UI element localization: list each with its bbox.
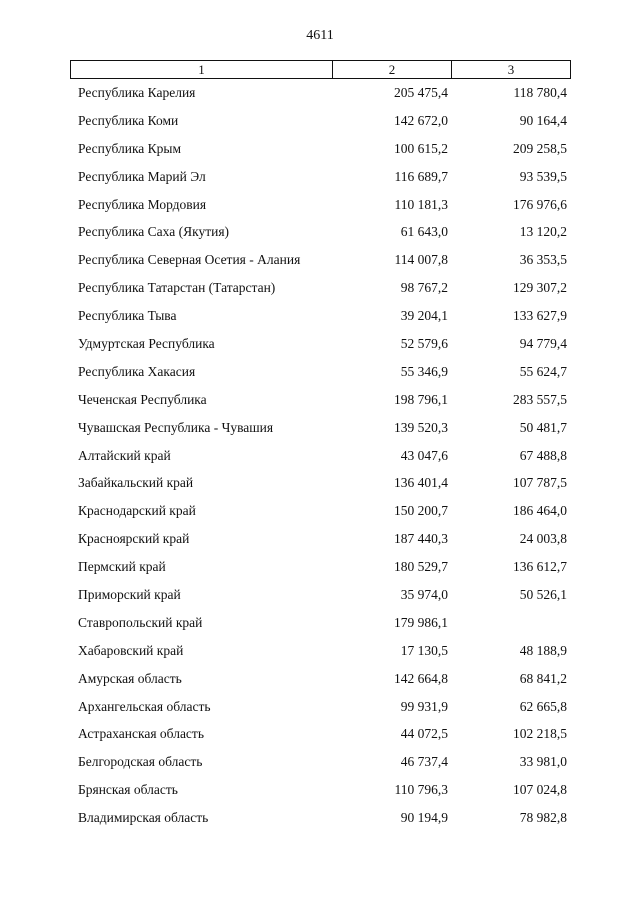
- value-col-3: 55 624,7: [519, 363, 567, 379]
- value-col-3: 48 188,9: [519, 642, 567, 658]
- table-row: [0, 220, 640, 248]
- column-header-row: [71, 61, 571, 79]
- region-name: Республика Саха (Якутия): [78, 224, 230, 240]
- table-row: [0, 137, 640, 165]
- table-row: [0, 193, 640, 221]
- region-name: Республика Хакасия: [78, 363, 196, 379]
- value-col-3: 33 981,0: [519, 754, 567, 770]
- value-col-2: 100 615,2: [394, 140, 448, 156]
- region-name: Республика Татарстан (Татарстан): [78, 280, 276, 296]
- table-row: [0, 639, 640, 667]
- table-row: [0, 360, 640, 388]
- table-row: [0, 471, 640, 499]
- table-row: [0, 695, 640, 723]
- region-name: Брянская область: [78, 782, 178, 798]
- value-col-2: 39 204,1: [400, 308, 448, 324]
- region-name: Краснодарский край: [78, 503, 196, 519]
- value-col-2: 98 767,2: [400, 280, 448, 296]
- table-row: [0, 81, 640, 109]
- value-col-2: 99 931,9: [400, 698, 448, 714]
- value-col-2: 61 643,0: [400, 224, 448, 240]
- table-row: [0, 248, 640, 276]
- value-col-3: 133 627,9: [513, 308, 567, 324]
- value-col-3: 136 612,7: [513, 559, 567, 575]
- value-col-3: 78 982,8: [519, 810, 567, 826]
- region-name: Чеченская Республика: [78, 391, 207, 407]
- table-row: [0, 416, 640, 444]
- value-col-2: 142 672,0: [394, 112, 448, 128]
- page-number: 4611: [306, 28, 334, 43]
- region-name: Республика Тыва: [78, 308, 177, 324]
- region-name: Республика Коми: [78, 112, 179, 128]
- value-col-3: 90 164,4: [519, 112, 567, 128]
- value-col-3: 93 539,5: [519, 168, 567, 184]
- region-name: Хабаровский край: [78, 642, 184, 658]
- table-body: [0, 81, 640, 834]
- region-name: Владимирская область: [78, 810, 209, 826]
- region-name: Республика Северная Осетия - Алания: [78, 252, 301, 268]
- table-row: [0, 555, 640, 583]
- value-col-3: 36 353,5: [519, 252, 567, 268]
- value-col-2: 17 130,5: [400, 642, 448, 658]
- value-col-2: 55 346,9: [400, 363, 448, 379]
- table-row: [0, 750, 640, 778]
- value-col-2: 205 475,4: [394, 85, 448, 100]
- value-col-3: 176 976,6: [513, 196, 567, 212]
- table-row: [0, 806, 640, 834]
- value-col-2: 110 181,3: [394, 196, 448, 212]
- table-row: [0, 722, 640, 750]
- table-row: [0, 444, 640, 472]
- value-col-2: 139 520,3: [394, 419, 448, 435]
- region-name: Белгородская область: [78, 754, 203, 770]
- region-name: Чувашская Республика - Чувашия: [78, 419, 274, 435]
- value-col-3: 50 481,7: [519, 419, 567, 435]
- table-row: [0, 583, 640, 611]
- value-col-3: 129 307,2: [513, 280, 567, 296]
- region-name: Архангельская область: [78, 698, 211, 714]
- value-col-3: 68 841,2: [519, 670, 567, 686]
- table-row: [0, 276, 640, 304]
- table-row: [0, 332, 640, 360]
- value-col-3: 107 024,8: [513, 782, 567, 798]
- value-col-3: 94 779,4: [519, 336, 567, 352]
- table-row: [0, 499, 640, 527]
- region-name: Пермский край: [78, 559, 166, 575]
- table-row: [0, 304, 640, 332]
- table-row: [0, 165, 640, 193]
- table-row: [0, 527, 640, 555]
- region-name: Удмуртская Республика: [78, 336, 215, 352]
- value-col-3: 283 557,5: [513, 391, 567, 407]
- value-col-2: 180 529,7: [394, 559, 448, 575]
- value-col-2: 114 007,8: [394, 252, 448, 268]
- value-col-3: 186 464,0: [513, 503, 567, 519]
- value-col-2: 136 401,4: [394, 475, 448, 491]
- region-name: Ставропольский край: [78, 614, 203, 630]
- table-row: [0, 667, 640, 695]
- value-col-2: 90 194,9: [400, 810, 448, 826]
- column-header-3: 3: [452, 61, 571, 79]
- value-col-3: 13 120,2: [519, 224, 567, 240]
- value-col-2: 187 440,3: [394, 531, 448, 547]
- region-name: Приморский край: [78, 587, 181, 603]
- value-col-3: 50 526,1: [519, 587, 567, 603]
- column-header-1: 1: [71, 61, 333, 79]
- region-name: Амурская область: [78, 670, 182, 686]
- table-row: [0, 611, 640, 639]
- value-col-3: 62 665,8: [519, 698, 567, 714]
- value-col-2: 142 664,8: [394, 670, 448, 686]
- value-col-2: 198 796,1: [394, 391, 448, 407]
- table-row: [0, 388, 640, 416]
- value-col-2: 150 200,7: [394, 503, 448, 519]
- column-header-2: 2: [333, 61, 452, 79]
- region-name: Астраханская область: [78, 726, 204, 742]
- value-col-3: 24 003,8: [519, 531, 567, 547]
- table-row: [0, 778, 640, 806]
- table-row: [0, 109, 640, 137]
- value-col-2: 43 047,6: [400, 447, 448, 463]
- value-col-2: 52 579,6: [400, 336, 448, 352]
- value-col-3: 102 218,5: [513, 726, 567, 742]
- value-col-2: 46 737,4: [400, 754, 448, 770]
- value-col-2: 179 986,1: [394, 614, 448, 630]
- value-col-2: 116 689,7: [394, 168, 448, 184]
- region-name: Алтайский край: [78, 447, 171, 463]
- column-header-table: [70, 60, 571, 79]
- region-name: Республика Карелия: [78, 85, 196, 100]
- region-name: Красноярский край: [78, 531, 190, 547]
- value-col-2: 44 072,5: [400, 726, 448, 742]
- region-name: Республика Крым: [78, 140, 182, 156]
- value-col-3: 118 780,4: [513, 85, 567, 100]
- region-name: Республика Мордовия: [78, 196, 207, 212]
- value-col-2: 110 796,3: [394, 782, 448, 798]
- value-col-3: 209 258,5: [513, 140, 567, 156]
- value-col-3: 107 787,5: [513, 475, 567, 491]
- value-col-2: 35 974,0: [400, 587, 448, 603]
- region-name: Забайкальский край: [78, 475, 194, 491]
- value-col-3: 67 488,8: [519, 447, 567, 463]
- region-name: Республика Марий Эл: [78, 168, 206, 184]
